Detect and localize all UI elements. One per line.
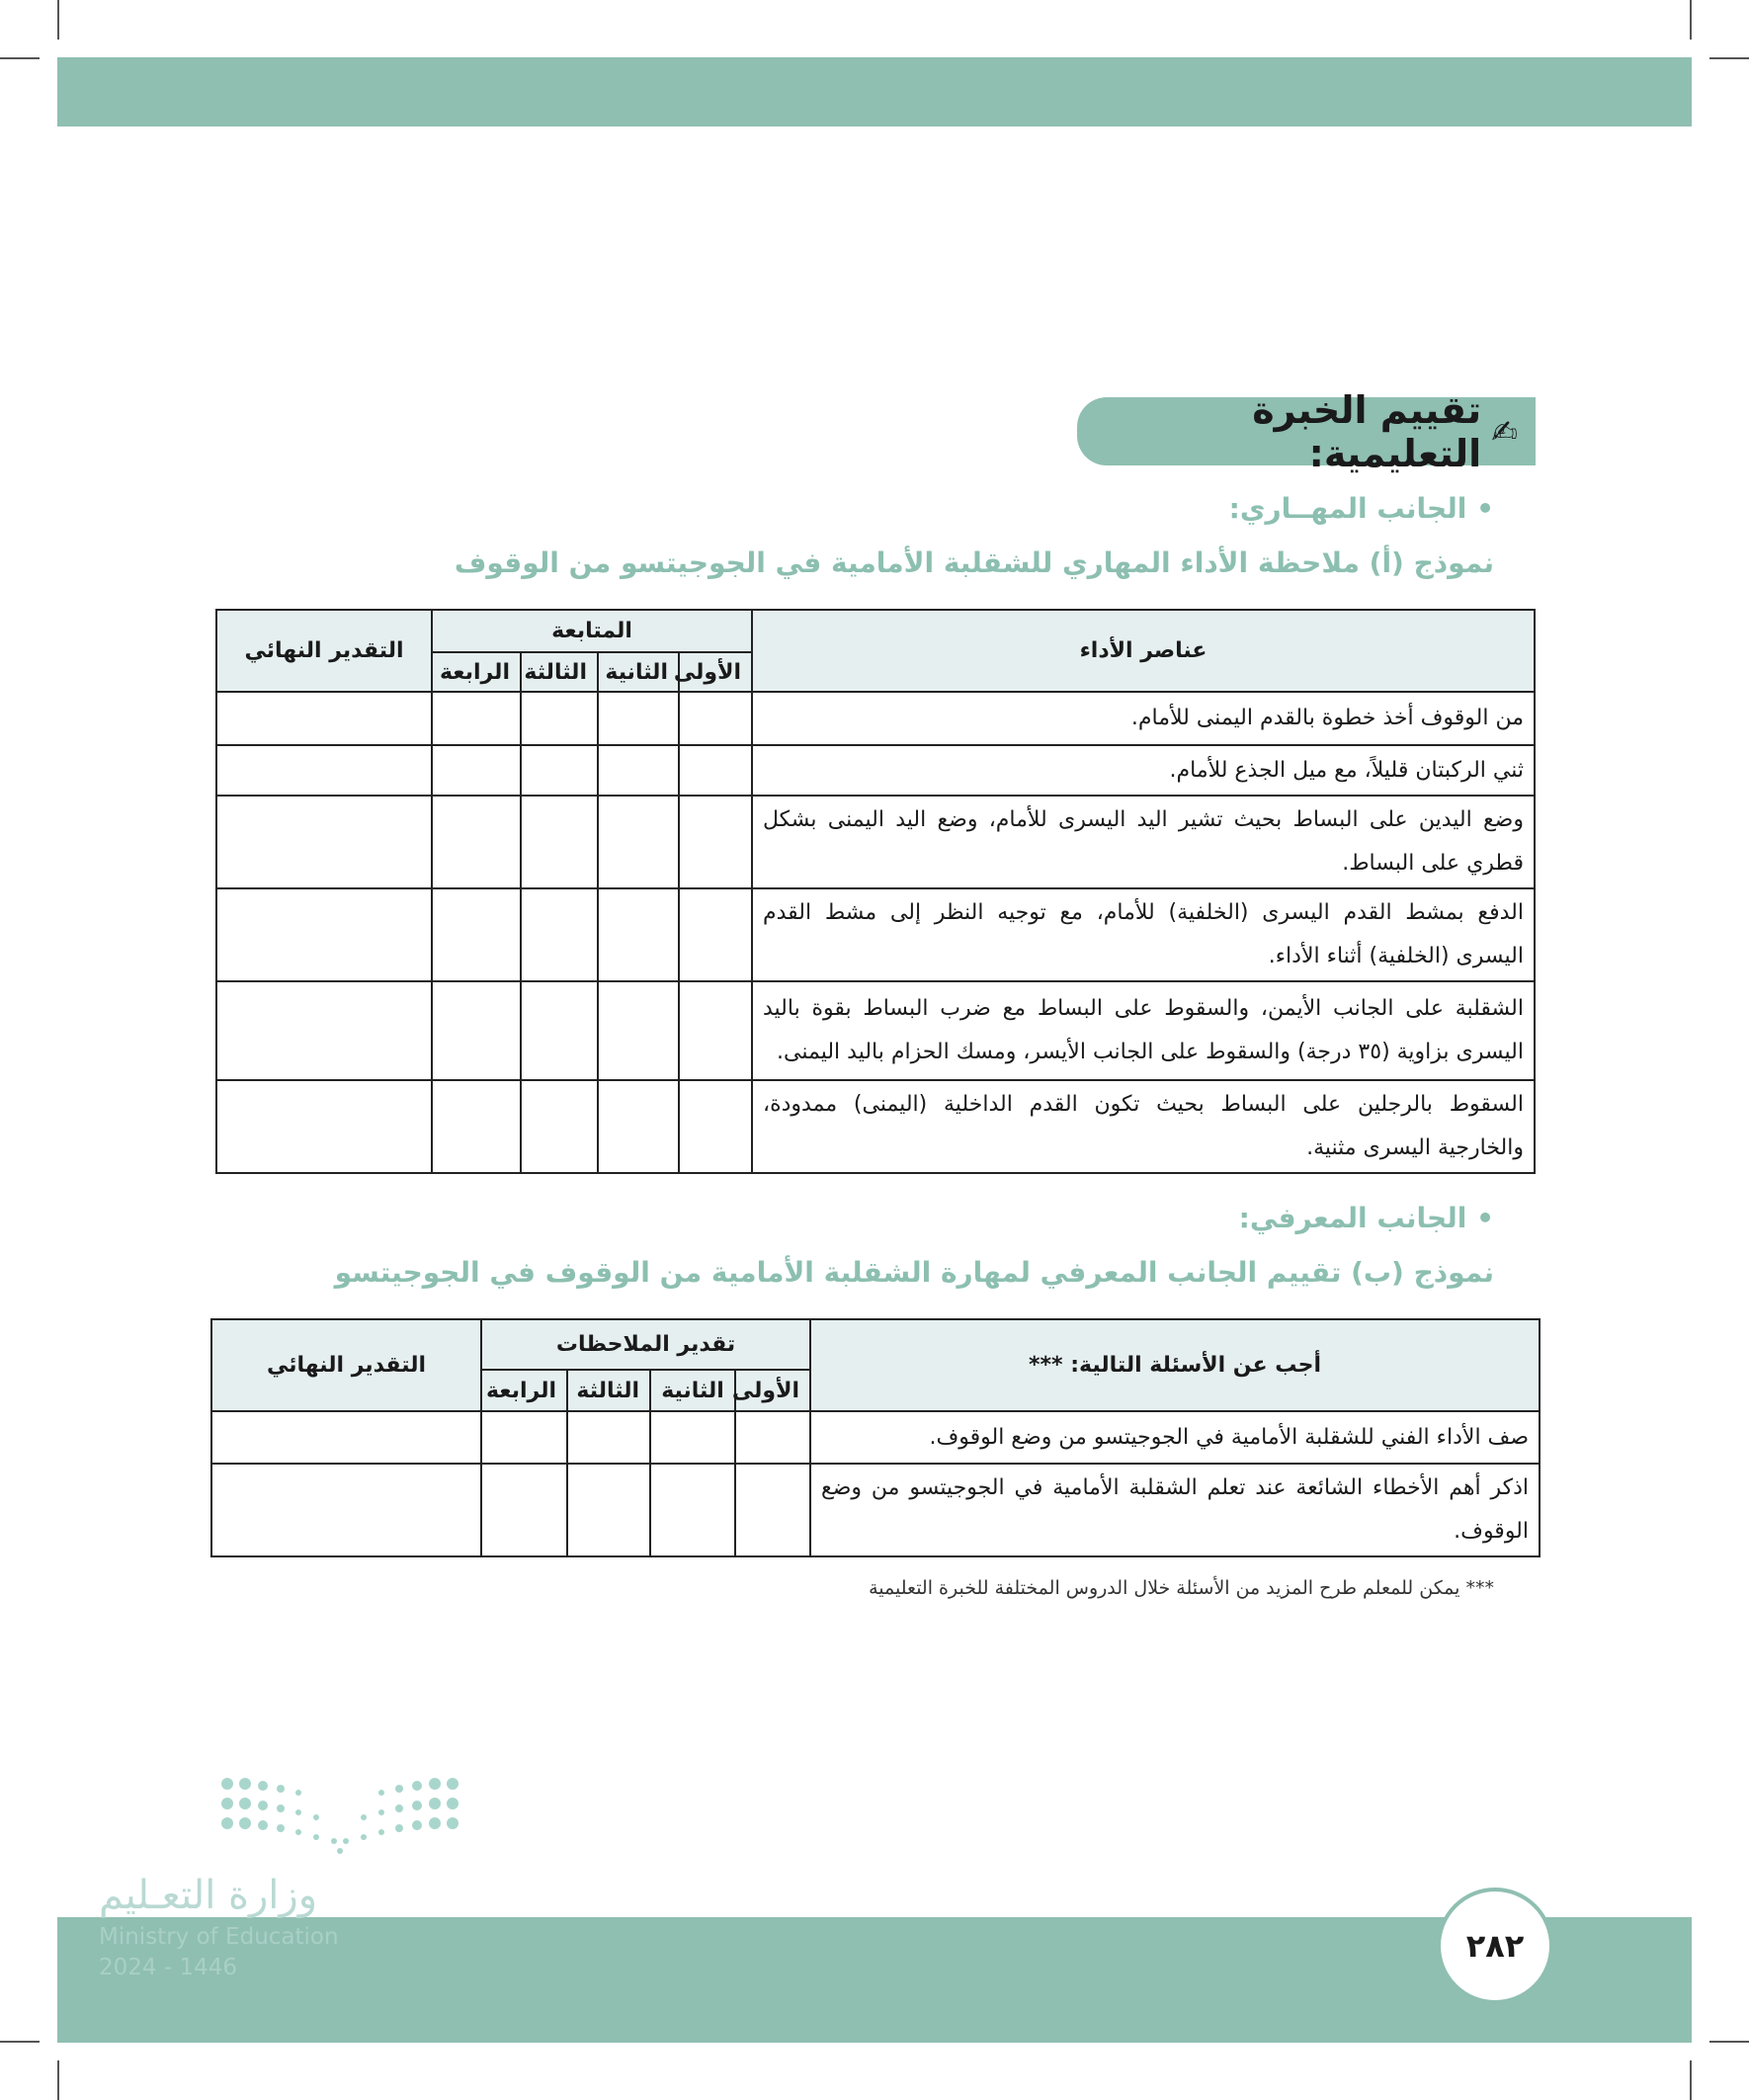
header-performance-elements: عناصر الأداء xyxy=(752,610,1535,692)
grade-cell[interactable] xyxy=(679,1080,752,1173)
section-title-banner xyxy=(1077,387,1536,475)
grade-cell[interactable] xyxy=(521,692,598,745)
grade-cell[interactable] xyxy=(650,1464,735,1556)
row-text: الشقلبة على الجانب الأيمن، والسقوط على البساط مع ضرب البساط بقوة باليد اليسرى بزاوية (٣٥ درجة) والسقوط على الجانب الأيسر، ومسك الحزام باليد اليمنى. xyxy=(752,981,1535,1080)
final-grade-cell[interactable] xyxy=(211,1464,481,1556)
row-text: وضع اليدين على البساط بحيث تشير اليد اليسرى للأمام، وضع اليد اليمنى بشكل قطري على البساط. xyxy=(752,796,1535,888)
footnote: *** يمكن للمعلم طرح المزيد من الأسئلة خلال الدروس المختلفة للخبرة التعليمية xyxy=(869,1577,1494,1599)
header-third: الثالثة xyxy=(567,1370,650,1411)
skill-assessment-table xyxy=(215,609,1536,1174)
grade-cell[interactable] xyxy=(521,796,598,888)
skill-heading: • الجانب المهــاري: xyxy=(1228,492,1494,525)
table-row xyxy=(216,745,1535,796)
grade-cell[interactable] xyxy=(679,796,752,888)
final-grade-cell[interactable] xyxy=(216,1080,432,1173)
header-final-grade: التقدير النهائي xyxy=(211,1319,481,1411)
top-decorative-band xyxy=(57,57,1692,126)
crop-mark xyxy=(57,2060,59,2100)
ministry-year: 2024 - 1446 xyxy=(99,1955,237,1980)
header-first: الأولى xyxy=(735,1370,810,1411)
header-notes-grade: تقدير الملاحظات xyxy=(481,1319,810,1370)
grade-cell[interactable] xyxy=(521,1080,598,1173)
header-followup: المتابعة xyxy=(432,610,752,652)
crop-mark xyxy=(0,2041,40,2043)
grade-cell[interactable] xyxy=(432,796,521,888)
grade-cell[interactable] xyxy=(598,745,679,796)
header-second: الثانية xyxy=(598,652,679,692)
table-row xyxy=(211,1464,1540,1556)
final-grade-cell[interactable] xyxy=(216,796,432,888)
header-fourth: الرابعة xyxy=(432,652,521,692)
skill-model-title: نموذج (أ) ملاحظة الأداء المهاري للشقلبة الأمامية في الجوجيتسو من الوقوف xyxy=(454,546,1494,579)
ministry-name-arabic: وزارة التعـليم xyxy=(99,1873,318,1918)
knowledge-model-title: نموذج (ب) تقييم الجانب المعرفي لمهارة الشقلبة الأمامية من الوقوف في الجوجيتسو xyxy=(334,1256,1494,1289)
crop-mark xyxy=(0,57,40,59)
crop-mark xyxy=(1690,0,1692,40)
final-grade-cell[interactable] xyxy=(216,981,432,1080)
grade-cell[interactable] xyxy=(481,1411,567,1464)
grade-cell[interactable] xyxy=(567,1411,650,1464)
grade-cell[interactable] xyxy=(679,745,752,796)
final-grade-cell[interactable] xyxy=(211,1411,481,1464)
grade-cell[interactable] xyxy=(679,888,752,981)
grade-cell[interactable] xyxy=(598,796,679,888)
grade-cell[interactable] xyxy=(432,888,521,981)
section-title: تقييم الخبرة التعليمية: xyxy=(1252,387,1482,475)
header-questions: أجب عن الأسئلة التالية: *** xyxy=(810,1319,1540,1411)
header-first: الأولى xyxy=(679,652,752,692)
grade-cell[interactable] xyxy=(521,888,598,981)
grade-cell[interactable] xyxy=(598,1080,679,1173)
grade-cell[interactable] xyxy=(735,1464,810,1556)
grade-cell[interactable] xyxy=(432,692,521,745)
ministry-logo-icon xyxy=(219,1776,460,1855)
grade-cell[interactable] xyxy=(679,981,752,1080)
row-text: الدفع بمشط القدم اليسرى (الخلفية) للأمام، مع توجيه النظر إلى مشط القدم اليسرى (الخلفية) أثناء الأداء. xyxy=(752,888,1535,981)
pencil-hand-icon: ✍ xyxy=(1491,412,1518,451)
ministry-name-english: Ministry of Education xyxy=(99,1924,339,1950)
grade-cell[interactable] xyxy=(521,745,598,796)
grade-cell[interactable] xyxy=(598,692,679,745)
grade-cell[interactable] xyxy=(650,1411,735,1464)
crop-mark xyxy=(1709,57,1749,59)
grade-cell[interactable] xyxy=(432,745,521,796)
final-grade-cell[interactable] xyxy=(216,692,432,745)
header-third: الثالثة xyxy=(521,652,598,692)
crop-mark xyxy=(1709,2041,1749,2043)
grade-cell[interactable] xyxy=(735,1411,810,1464)
knowledge-assessment-table xyxy=(210,1318,1541,1557)
final-grade-cell[interactable] xyxy=(216,745,432,796)
row-text: السقوط بالرجلين على البساط بحيث تكون القدم الداخلية (اليمنى) ممدودة، والخارجية اليسرى مثنية. xyxy=(752,1080,1535,1173)
grade-cell[interactable] xyxy=(521,981,598,1080)
grade-cell[interactable] xyxy=(679,692,752,745)
final-grade-cell[interactable] xyxy=(216,888,432,981)
crop-mark xyxy=(57,0,59,40)
row-text: من الوقوف أخذ خطوة بالقدم اليمنى للأمام. xyxy=(752,692,1535,745)
table-row xyxy=(216,888,1535,981)
row-text: ثني الركبتان قليلاً، مع ميل الجذع للأمام. xyxy=(752,745,1535,796)
table-row xyxy=(216,981,1535,1080)
header-final-grade: التقدير النهائي xyxy=(216,610,432,692)
table-row xyxy=(216,1080,1535,1173)
question-text: اذكر أهم الأخطاء الشائعة عند تعلم الشقلبة الأمامية في الجوجيتسو من وضع الوقوف. xyxy=(810,1464,1540,1556)
header-second: الثانية xyxy=(650,1370,735,1411)
table-row xyxy=(216,692,1535,745)
crop-mark xyxy=(1690,2060,1692,2100)
grade-cell[interactable] xyxy=(432,981,521,1080)
grade-cell[interactable] xyxy=(432,1080,521,1173)
grade-cell[interactable] xyxy=(481,1464,567,1556)
question-text: صف الأداء الفني للشقلبة الأمامية في الجوجيتسو من وضع الوقوف. xyxy=(810,1411,1540,1464)
grade-cell[interactable] xyxy=(598,981,679,1080)
grade-cell[interactable] xyxy=(567,1464,650,1556)
page-number: ٢٨٢ xyxy=(1437,1888,1553,2004)
knowledge-heading: • الجانب المعرفي: xyxy=(1238,1202,1494,1234)
table-row xyxy=(216,796,1535,888)
header-fourth: الرابعة xyxy=(481,1370,567,1411)
table-row xyxy=(211,1411,1540,1464)
grade-cell[interactable] xyxy=(598,888,679,981)
